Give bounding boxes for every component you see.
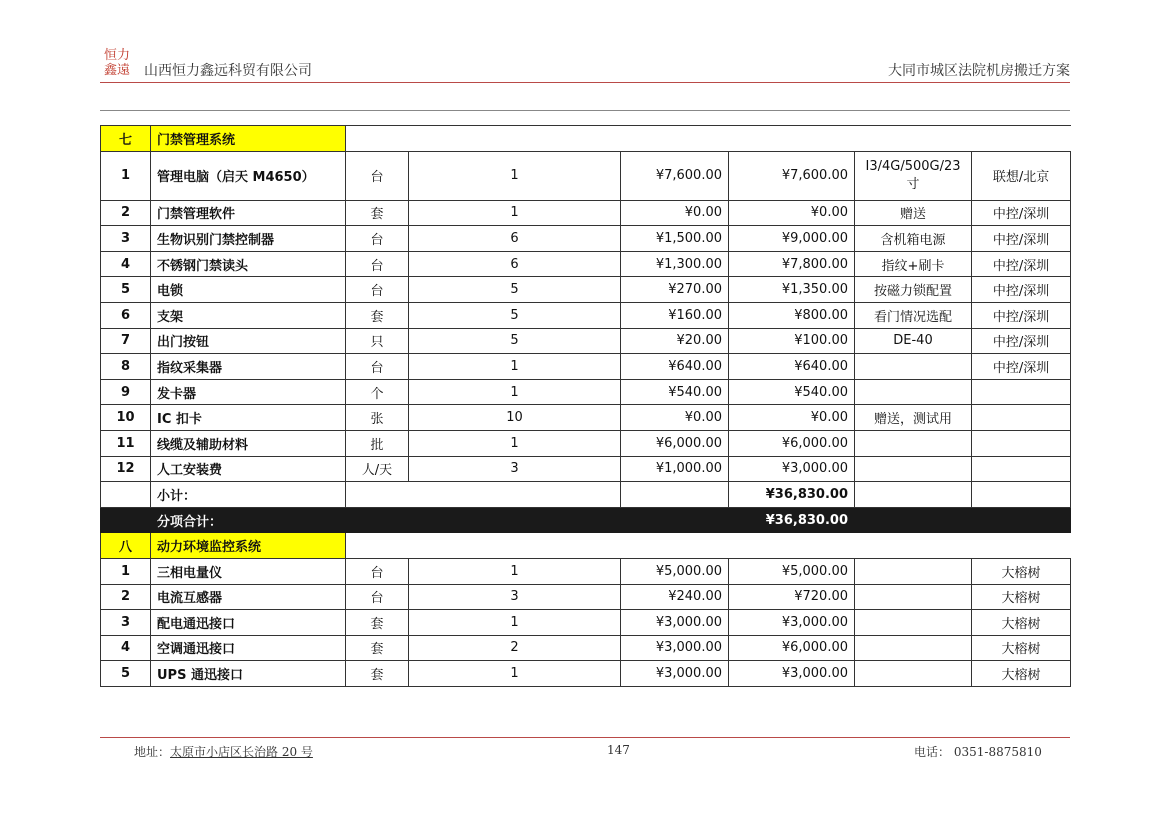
item-spec: 看门情况选配: [855, 302, 972, 328]
subtotal-spacer-spec: [855, 482, 972, 508]
item-brand: 联想/北京: [972, 151, 1071, 200]
item-unit: 台: [346, 226, 409, 252]
item-unit-price: ¥270.00: [621, 277, 729, 303]
item-spec: DE-40: [855, 328, 972, 354]
item-brand: 大榕树: [972, 635, 1071, 661]
table-row: [101, 558, 1071, 584]
item-brand: 中控/深圳: [972, 226, 1071, 252]
item-total: ¥640.00: [729, 354, 855, 380]
item-quantity: 1: [409, 430, 621, 456]
page-header: [100, 46, 1070, 84]
grand-total-spacer-end: [855, 507, 1071, 533]
item-spec: [855, 661, 972, 687]
table-row: [101, 379, 1071, 405]
item-unit-price: ¥540.00: [621, 379, 729, 405]
section-number: 七: [101, 126, 151, 152]
company-logo: 恒力 鑫遠: [103, 48, 130, 78]
table-row: [101, 635, 1071, 661]
item-brand: 中控/深圳: [972, 200, 1071, 226]
item-unit-price: ¥6,000.00: [621, 430, 729, 456]
row-number: 3: [101, 610, 151, 636]
item-quantity: 5: [409, 302, 621, 328]
item-quantity: 3: [409, 584, 621, 610]
item-unit: 人/天: [346, 456, 409, 482]
item-unit: 套: [346, 635, 409, 661]
item-total: ¥9,000.00: [729, 226, 855, 252]
item-quantity: 10: [409, 405, 621, 431]
grand-total-row: [101, 507, 1071, 533]
item-total: ¥800.00: [729, 302, 855, 328]
table-row: [101, 405, 1071, 431]
item-spec: 赠送，测试用: [855, 405, 972, 431]
row-number: 2: [101, 200, 151, 226]
item-quantity: 1: [409, 558, 621, 584]
section-header-spacer: [346, 533, 1071, 559]
table-row: [101, 200, 1071, 226]
item-quantity: 5: [409, 277, 621, 303]
row-number: 4: [101, 635, 151, 661]
item-unit-price: ¥1,300.00: [621, 251, 729, 277]
item-quantity: 1: [409, 200, 621, 226]
row-number: 1: [101, 151, 151, 200]
item-spec: [855, 558, 972, 584]
section-header-spacer: [346, 126, 1071, 152]
table-row: [101, 151, 1071, 200]
row-number: 3: [101, 226, 151, 252]
item-quantity: 6: [409, 251, 621, 277]
row-number: 8: [101, 354, 151, 380]
item-brand: 大榕树: [972, 661, 1071, 687]
item-unit-price: ¥160.00: [621, 302, 729, 328]
item-unit-price: ¥5,000.00: [621, 558, 729, 584]
item-brand: [972, 456, 1071, 482]
item-total: ¥3,000.00: [729, 661, 855, 687]
item-total: ¥3,000.00: [729, 610, 855, 636]
item-name: 不锈钢门禁读头: [151, 251, 346, 277]
item-total: ¥6,000.00: [729, 430, 855, 456]
item-brand: 中控/深圳: [972, 328, 1071, 354]
item-name: 电流互感器: [151, 584, 346, 610]
item-brand: 大榕树: [972, 610, 1071, 636]
section-header: [101, 533, 1071, 559]
company-name: 山西恒力鑫远科贸有限公司: [144, 63, 312, 79]
row-number: 4: [101, 251, 151, 277]
item-unit: 只: [346, 328, 409, 354]
row-number: 11: [101, 430, 151, 456]
item-quantity: 1: [409, 661, 621, 687]
item-name: 生物识别门禁控制器: [151, 226, 346, 252]
quotation-table: [100, 125, 1071, 687]
subtotal-row: [101, 482, 1071, 508]
item-unit-price: ¥3,000.00: [621, 635, 729, 661]
row-number: 2: [101, 584, 151, 610]
item-unit: 个: [346, 379, 409, 405]
row-number: 10: [101, 405, 151, 431]
row-number: 7: [101, 328, 151, 354]
item-name: 支架: [151, 302, 346, 328]
item-name: 线缆及辅助材料: [151, 430, 346, 456]
item-unit: 批: [346, 430, 409, 456]
item-name: 出门按钮: [151, 328, 346, 354]
item-quantity: 5: [409, 328, 621, 354]
item-quantity: 1: [409, 354, 621, 380]
item-name: 门禁管理软件: [151, 200, 346, 226]
item-unit-price: ¥0.00: [621, 405, 729, 431]
item-unit: 套: [346, 200, 409, 226]
table-row: [101, 328, 1071, 354]
row-number: 5: [101, 661, 151, 687]
item-total: ¥100.00: [729, 328, 855, 354]
item-unit-price: ¥0.00: [621, 200, 729, 226]
item-spec: I3/4G/500G/23寸: [855, 151, 972, 200]
item-unit: 台: [346, 584, 409, 610]
header-divider-secondary: [100, 110, 1070, 111]
item-total: ¥5,000.00: [729, 558, 855, 584]
item-unit-price: ¥20.00: [621, 328, 729, 354]
item-unit-price: ¥3,000.00: [621, 610, 729, 636]
item-total: ¥540.00: [729, 379, 855, 405]
item-unit: 台: [346, 151, 409, 200]
table-row: [101, 456, 1071, 482]
item-name: UPS 通迅接口: [151, 661, 346, 687]
table-row: [101, 302, 1071, 328]
grand-total-label: 分项合计：: [151, 507, 346, 533]
item-name: 指纹采集器: [151, 354, 346, 380]
item-brand: 大榕树: [972, 558, 1071, 584]
item-brand: [972, 379, 1071, 405]
item-total: ¥1,350.00: [729, 277, 855, 303]
item-brand: 中控/深圳: [972, 277, 1071, 303]
item-spec: [855, 584, 972, 610]
item-spec: [855, 610, 972, 636]
table-row: [101, 226, 1071, 252]
section-title: 动力环境监控系统: [151, 533, 346, 559]
row-number: 6: [101, 302, 151, 328]
item-unit: 台: [346, 558, 409, 584]
item-unit: 张: [346, 405, 409, 431]
item-name: 管理电脑（启天 M4650）: [151, 151, 346, 200]
item-brand: [972, 430, 1071, 456]
row-number: 5: [101, 277, 151, 303]
item-spec: [855, 456, 972, 482]
subtotal-value: ¥36,830.00: [729, 482, 855, 508]
section-number: 八: [101, 533, 151, 559]
subtotal-spacer: [346, 482, 621, 508]
item-brand: 中控/深圳: [972, 302, 1071, 328]
item-unit: 套: [346, 610, 409, 636]
item-quantity: 2: [409, 635, 621, 661]
item-unit: 套: [346, 661, 409, 687]
item-quantity: 6: [409, 226, 621, 252]
item-total: ¥7,600.00: [729, 151, 855, 200]
item-name: 电锁: [151, 277, 346, 303]
item-unit-price: ¥3,000.00: [621, 661, 729, 687]
section-header: [101, 126, 1071, 152]
row-number: 9: [101, 379, 151, 405]
item-quantity: 1: [409, 151, 621, 200]
table-row: [101, 251, 1071, 277]
footer-address: 地址：太原市小店区长治路 20 号: [134, 745, 313, 759]
grand-total-spacer: [346, 507, 729, 533]
footer-phone: 电话： 0351-8875810: [914, 745, 1042, 759]
item-spec: 指纹+刷卡: [855, 251, 972, 277]
item-unit-price: ¥1,500.00: [621, 226, 729, 252]
table-row: [101, 430, 1071, 456]
item-unit-price: ¥640.00: [621, 354, 729, 380]
row-number: 1: [101, 558, 151, 584]
item-spec: 按磁力锁配置: [855, 277, 972, 303]
item-spec: [855, 379, 972, 405]
item-total: ¥0.00: [729, 405, 855, 431]
item-name: 配电通迅接口: [151, 610, 346, 636]
item-brand: [972, 405, 1071, 431]
table-row: [101, 354, 1071, 380]
grand-total-blank: [101, 507, 151, 533]
section-title: 门禁管理系统: [151, 126, 346, 152]
subtotal-blank: [101, 482, 151, 508]
row-number: 12: [101, 456, 151, 482]
item-spec: [855, 354, 972, 380]
item-brand: 大榕树: [972, 584, 1071, 610]
table-row: [101, 610, 1071, 636]
table-row: [101, 584, 1071, 610]
item-name: IC 扣卡: [151, 405, 346, 431]
item-unit: 台: [346, 354, 409, 380]
item-total: ¥7,800.00: [729, 251, 855, 277]
item-quantity: 1: [409, 610, 621, 636]
item-total: ¥3,000.00: [729, 456, 855, 482]
item-unit-price: ¥7,600.00: [621, 151, 729, 200]
item-quantity: 1: [409, 379, 621, 405]
item-spec: [855, 635, 972, 661]
subtotal-spacer-price: [621, 482, 729, 508]
item-brand: 中控/深圳: [972, 251, 1071, 277]
item-total: ¥6,000.00: [729, 635, 855, 661]
item-quantity: 3: [409, 456, 621, 482]
item-name: 发卡器: [151, 379, 346, 405]
header-divider: [100, 82, 1070, 83]
table-row: [101, 277, 1071, 303]
item-total: ¥720.00: [729, 584, 855, 610]
item-spec: [855, 430, 972, 456]
footer-divider: [100, 737, 1070, 738]
table-row: [101, 661, 1071, 687]
item-total: ¥0.00: [729, 200, 855, 226]
item-brand: 中控/深圳: [972, 354, 1071, 380]
item-name: 人工安装费: [151, 456, 346, 482]
document-title: 大同市城区法院机房搬迁方案: [888, 63, 1070, 79]
subtotal-label: 小计：: [151, 482, 346, 508]
item-spec: 含机箱电源: [855, 226, 972, 252]
item-unit-price: ¥240.00: [621, 584, 729, 610]
item-spec: 赠送: [855, 200, 972, 226]
item-unit: 台: [346, 251, 409, 277]
item-unit: 台: [346, 277, 409, 303]
item-name: 空调通迅接口: [151, 635, 346, 661]
grand-total-value: ¥36,830.00: [729, 507, 855, 533]
page-number: 147: [607, 743, 630, 757]
subtotal-spacer-brand: [972, 482, 1071, 508]
item-unit-price: ¥1,000.00: [621, 456, 729, 482]
item-name: 三相电量仪: [151, 558, 346, 584]
item-unit: 套: [346, 302, 409, 328]
